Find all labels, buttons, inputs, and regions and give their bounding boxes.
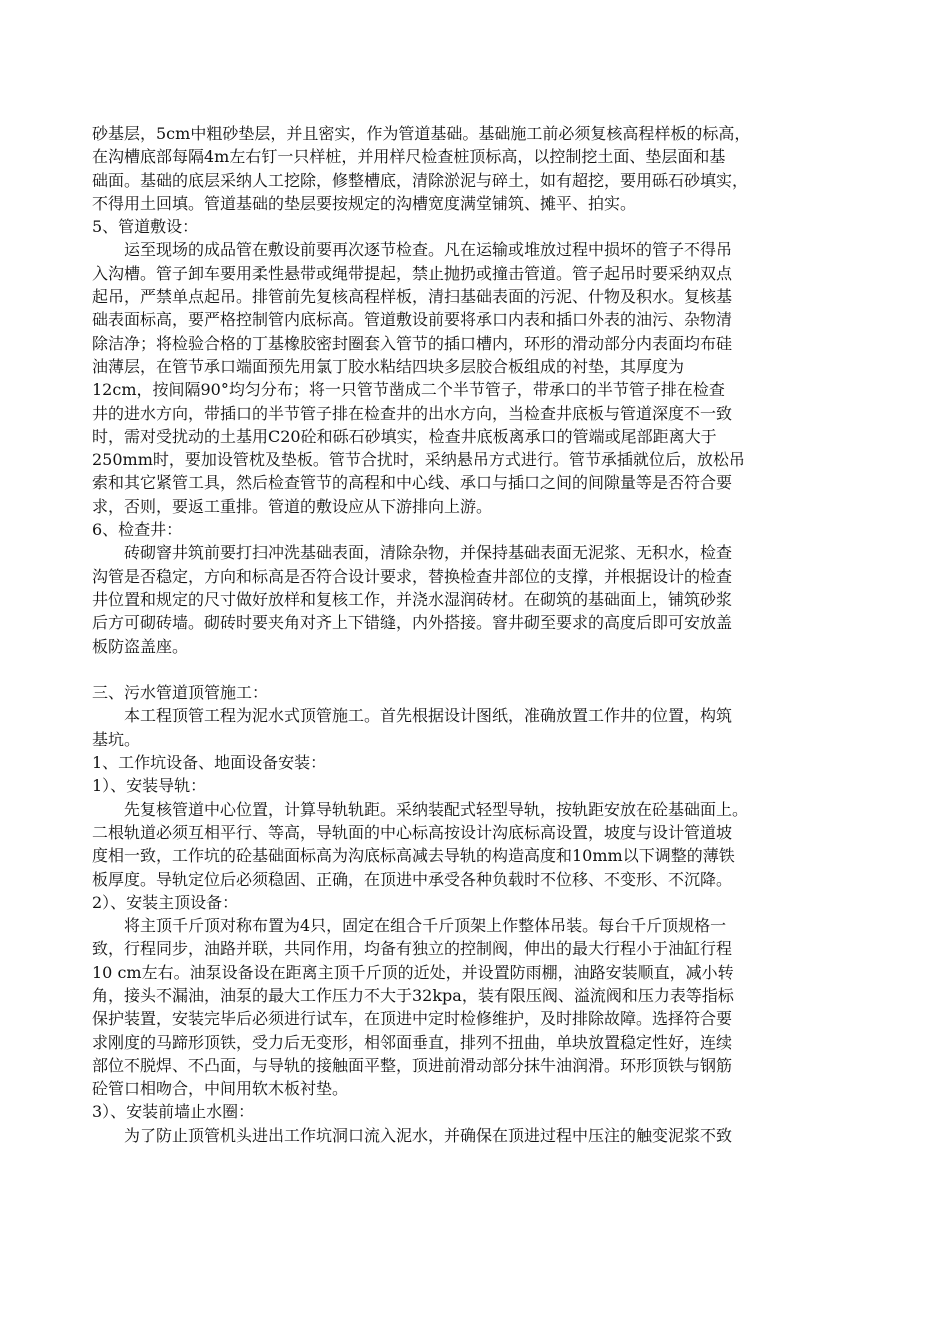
text-line: 角，接头不漏油，油泵的最大工作压力不大于32kpa，装有限压阀、溢流阀和压力表等指标	[92, 985, 734, 1005]
text-line: 12cm，按间隔90°均匀分布；将一只管节凿成二个半节管子，带承口的半节管子排在检查	[92, 380, 725, 400]
paragraph-main-jack	[92, 914, 870, 1100]
section-heading-pipe-laying: 5、管道敷设：	[92, 217, 199, 237]
chapter-heading-pipe-jacking: 三、污水管道顶管施工：	[92, 683, 269, 703]
text-line: 先复核管道中心位置，计算导轨轨距。采纳装配式轻型导轨，按轨距安放在砼基础面上。	[124, 799, 749, 819]
subsection-heading-guide-rail: 1）、安装导轨：	[92, 776, 207, 796]
section-heading-inspection-well: 6、检查井：	[92, 520, 183, 540]
text-line: 部位不脱焊、不凸面，与导轨的接触面平整，顶进前滑动部分抹牛油润滑。环形顶铁与钢筋	[92, 1055, 733, 1075]
text-line: 为了防止顶管机头进出工作坑洞口流入泥水，并确保在顶进过程中压注的触变泥浆不致	[124, 1125, 733, 1145]
text-line: 致，行程同步，油路并联，共同作用，均备有独立的控制阀，伸出的最大行程小于油缸行程	[92, 939, 733, 959]
text-line: 基坑。	[92, 729, 141, 749]
text-line: 二根轨道必须互相平行、等高，导轨面的中心标高按设计沟底标高设置，坡度与设计管道坡	[92, 822, 733, 842]
text-line: 250mm时，要加设管枕及垫板。管节合扰时，采纳悬吊方式进行。管节承插就位后，放松吊	[92, 450, 745, 470]
paragraph-guide-rail	[92, 798, 870, 891]
paragraph-pipe-jacking-intro	[92, 704, 870, 751]
document-page	[92, 122, 870, 1147]
text-line: 板防盗盖座。	[92, 636, 189, 656]
paragraph-inspection-well	[92, 541, 870, 657]
text-line: 础面。基础的底层采纳人工挖除，修整槽底，清除淤泥与碎土，如有超挖，要用砾石砂填实，	[92, 170, 749, 190]
text-line: 础表面标高，要严格控制管内底标高。管道敷设前要将承口内表和插口外表的油污、杂物清	[92, 310, 733, 330]
text-line: 砖砌窨井筑前要打扫冲洗基础表面，清除杂物，并保持基础表面无泥浆、无积水，检查	[124, 543, 733, 563]
text-line: 本工程顶管工程为泥水式顶管施工。首先根据设计图纸，准确放置工作井的位置，构筑	[124, 706, 733, 726]
text-line: 将主顶千斤顶对称布置为4只，固定在组合千斤顶架上作整体吊装。每台千斤顶规格一	[124, 916, 727, 936]
paragraph-water-ring	[92, 1124, 870, 1147]
text-line: 索和其它紧管工具，然后检查管节的高程和中心线、承口与插口之间的间隙量等是否符合要	[92, 473, 733, 493]
text-line: 不得用土回填。管道基础的垫层要按规定的沟槽宽度满堂铺筑、摊平、拍实。	[92, 193, 637, 213]
text-line: 井位置和规定的尺寸做好放样和复核工作，并浇水湿润砖材。在砌筑的基础面上，铺筑砂浆	[92, 589, 733, 609]
paragraph-pipe-laying	[92, 238, 870, 518]
text-line: 板厚度。导轨定位后必须稳固、正确，在顶进中承受各种负载时不位移、不变形、不沉降。	[92, 869, 733, 889]
text-line: 度相一致，工作坑的砼基础面标高为沟底标高减去导轨的构造高度和10mm以下调整的薄铁	[92, 846, 735, 866]
text-line: 除洁净；将检验合格的丁基橡胶密封圈套入管节的插口槽内，环形的滑动部分内表面均布硅	[92, 333, 733, 353]
text-line: 油薄层，在管节承口端面预先用氯丁胶水粘结四块多层胶合板组成的衬垫，其厚度为	[92, 356, 685, 376]
text-line: 10 cm左右。油泵设备设在距离主顶千斤顶的近处，并设置防雨棚，油路安装顺直，减小转	[92, 962, 734, 982]
text-line: 求刚度的马蹄形顶铁，受力后无变形，相邻面垂直，排列不扭曲，单块放置稳定性好，连续	[92, 1032, 733, 1052]
text-line: 起吊，严禁单点起吊。排管前先复核高程样板，清扫基础表面的污泥、什物及积水。复核基	[92, 287, 733, 307]
text-line: 求，否则，要返工重排。管道的敷设应从下游排向上游。	[92, 496, 493, 516]
subsection-heading-main-jack: 2）、安装主顶设备：	[92, 892, 239, 912]
text-line: 井的进水方向，带插口的半节管子排在检查井的出水方向，当检查井底板与管道深度不一致	[92, 403, 733, 423]
text-line: 运至现场的成品管在敷设前要再次逐节检查。凡在运输或堆放过程中损坏的管子不得吊	[124, 240, 733, 260]
text-line: 入沟槽。管子卸车要用柔性悬带或绳带提起，禁止抛扔或撞击管道。管子起吊时要采纳双点	[92, 263, 733, 283]
text-line: 时，需对受扰动的土基用C20砼和砾石砂填实，检查井底板离承口的管端或尾部距离大于	[92, 426, 717, 446]
text-line: 砂基层，5cm中粗砂垫层，并且密实，作为管道基础。基础施工前必须复核高程样板的标高，	[92, 124, 751, 143]
text-line: 沟管是否稳定，方向和标高是否符合设计要求，替换检查井部位的支撑，并根据设计的检查	[92, 566, 733, 586]
section-heading-work-pit: 1、工作坑设备、地面设备安装：	[92, 753, 327, 773]
blank-line	[92, 658, 870, 681]
text-line: 砼管口相吻合，中间用软木板衬垫。	[92, 1079, 349, 1099]
subsection-heading-water-ring: 3）、安装前墙止水圈：	[92, 1102, 255, 1122]
text-line: 保护装置，安装完毕后必须进行试车，在顶进中定时检修维护，及时排除故障。选择符合要	[92, 1009, 733, 1029]
text-line: 在沟槽底部每隔4m左右钉一只样桩，并用样尺检查桩顶标高，以控制挖土面、垫层面和基	[92, 147, 726, 167]
text-line: 后方可砌砖墙。砌砖时要夹角对齐上下错缝，内外搭接。窨井砌至要求的高度后即可安放盖	[92, 613, 733, 633]
paragraph-foundation	[92, 122, 870, 215]
